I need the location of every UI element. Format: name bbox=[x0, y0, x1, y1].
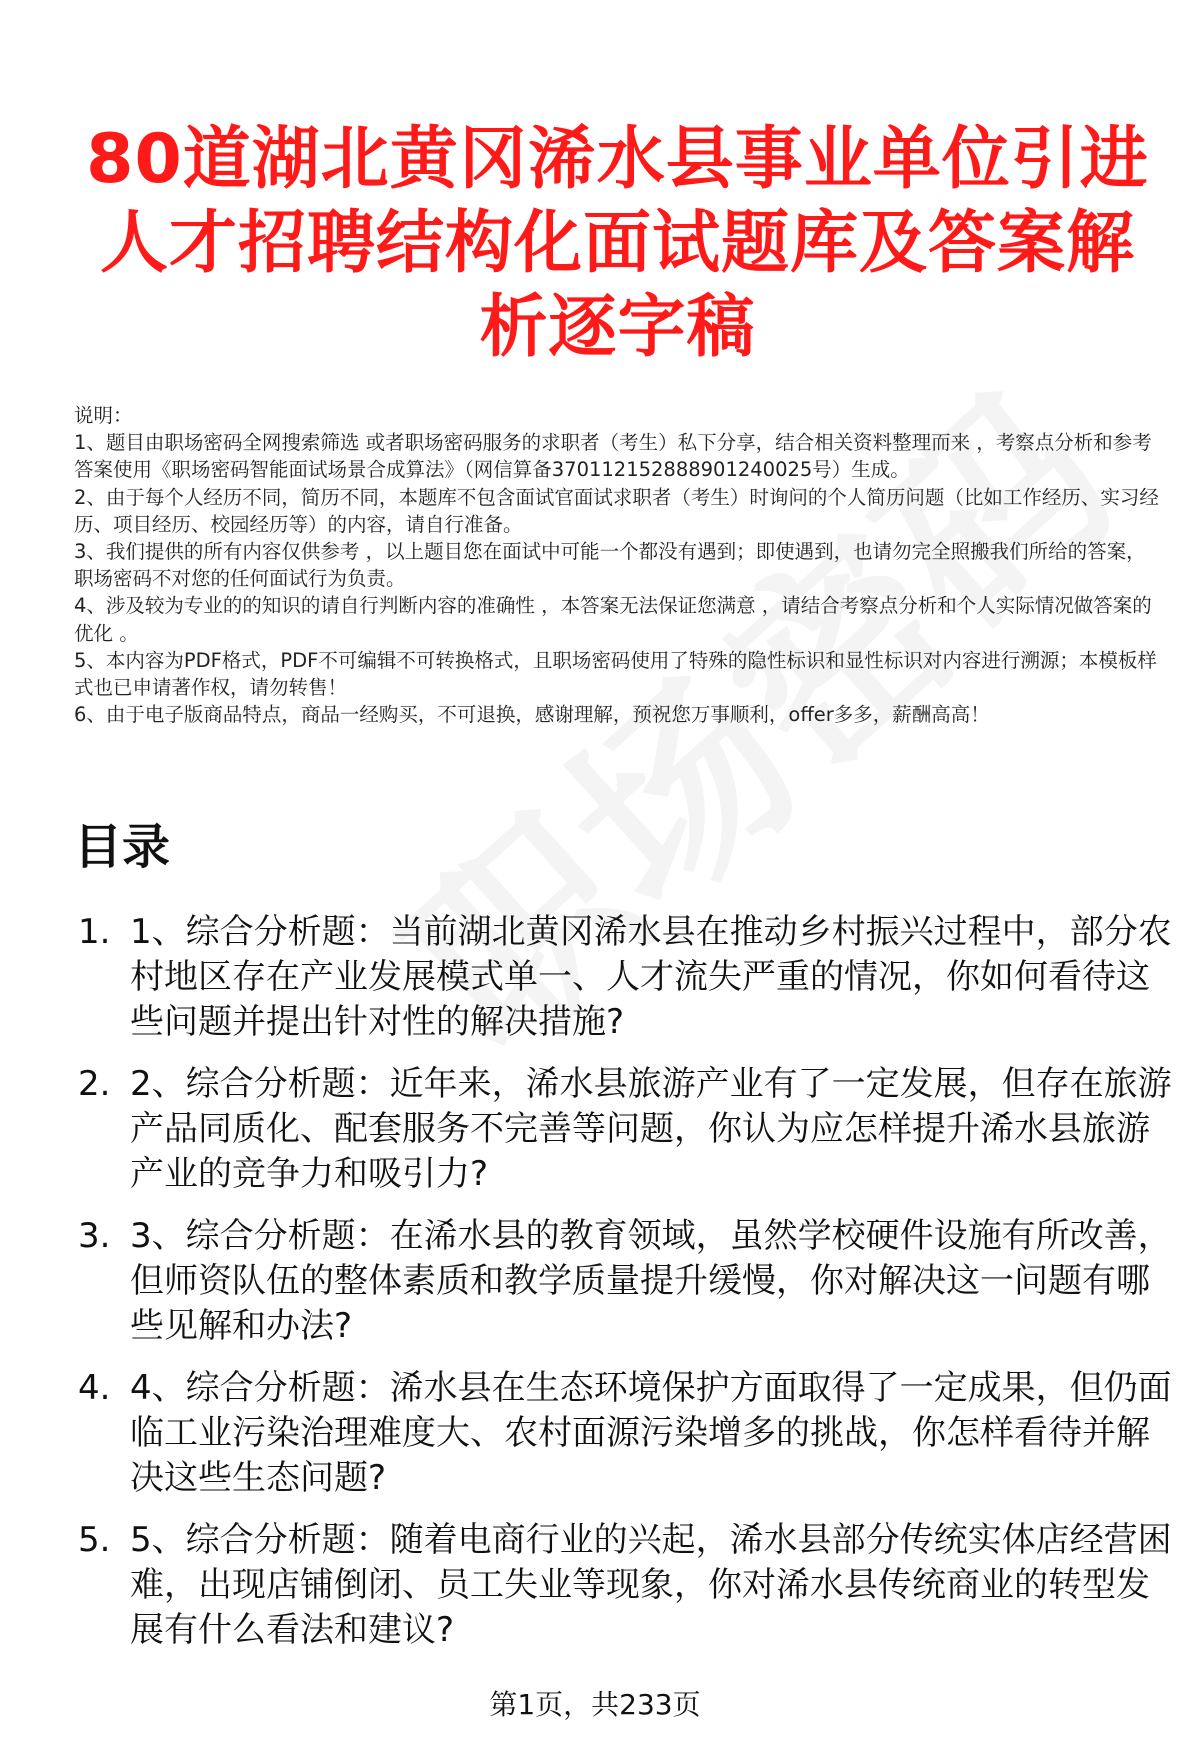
toc-item-text: 5、综合分析题：随着电商行业的兴起，浠水县部分传统实体店经营困难，出现店铺倒闭、员工失业等现象，你对浠水县传统商业的转型发展有什么看法和建议? bbox=[130, 1520, 1172, 1650]
toc-item-text: 4、综合分析题：浠水县在生态环境保护方面取得了一定成果，但仍面临工业污染治理难度大、农村面源污染增多的挑战，你怎样看待并解决这些生态问题? bbox=[130, 1368, 1172, 1498]
note-item: 4、涉及较为专业的的知识的请自行判断内容的准确性 ，本答案无法保证您满意 ，请结合考察点分析和个人实际情况做答案的优化 。 bbox=[74, 594, 1152, 645]
page-footer: 第1页，共233页 bbox=[489, 1688, 701, 1721]
toc-item-number: 3. bbox=[78, 1216, 111, 1256]
toc-item-number: 1. bbox=[78, 912, 111, 952]
note-item: 6、由于电子版商品特点，商品一经购买，不可退换，感谢理解，预祝您万事顺利，offer多多，薪酬高高！ bbox=[74, 703, 990, 727]
toc-item[interactable] bbox=[74, 1214, 1174, 1349]
toc-list bbox=[74, 910, 1174, 1670]
toc-item[interactable] bbox=[74, 1062, 1174, 1197]
toc-item[interactable] bbox=[74, 910, 1174, 1045]
toc-item-text: 1、综合分析题：当前湖北黄冈浠水县在推动乡村振兴过程中，部分农村地区存在产业发展模式单一、人才流失严重的情况，你如何看待这些问题并提出针对性的解决措施? bbox=[130, 912, 1172, 1042]
toc-item-number: 5. bbox=[78, 1520, 111, 1560]
note-item: 1、题目由职场密码全网搜索筛选 或者职场密码服务的求职者（考生）私下分享，结合相关资料整理而来 ，考察点分析和参考答案使用《职场密码智能面试场景合成算法》（网信算备370112152888901240025号）生成。 bbox=[74, 431, 1152, 482]
note-item: 3、我们提供的所有内容仅供参考 ，以上题目您在面试中可能一个都没有遇到；即使遇到，也请勿完全照搬我们所给的答案，职场密码不对您的任何面试行为负责。 bbox=[74, 540, 1146, 591]
toc-item-text: 2、综合分析题：近年来，浠水县旅游产业有了一定发展，但存在旅游产品同质化、配套服务不完善等问题，你认为应怎样提升浠水县旅游产业的竞争力和吸引力? bbox=[130, 1064, 1172, 1194]
toc-item-text: 3、综合分析题：在浠水县的教育领域，虽然学校硬件设施有所改善，但师资队伍的整体素质和教学质量提升缓慢，你对解决这一问题有哪些见解和办法? bbox=[130, 1216, 1172, 1346]
document-title: 80道湖北黄冈浠水县事业单位引进人才招聘结构化面试题库及答案解析逐字稿 bbox=[86, 120, 1149, 367]
toc-item-number: 4. bbox=[78, 1368, 111, 1408]
notes-section bbox=[74, 402, 1160, 728]
note-item: 5、本内容为PDF格式，PDF不可编辑不可转换格式，且职场密码使用了特殊的隐性标识和显性标识对内容进行溯源；本模板样式也已申请著作权，请勿转售！ bbox=[74, 648, 1157, 700]
toc-heading: 目录 bbox=[74, 819, 171, 875]
notes-heading: 说明： bbox=[74, 404, 133, 427]
toc-item[interactable] bbox=[74, 1518, 1174, 1653]
toc-item[interactable] bbox=[74, 1366, 1174, 1501]
note-item: 2、由于每个人经历不同，简历不同，本题库不包含面试官面试求职者（考生）时询问的个人简历问题（比如工作经历、实习经历、项目经历、校园经历等）的内容，请自行准备。 bbox=[74, 485, 1159, 536]
toc-item-number: 2. bbox=[78, 1064, 111, 1104]
